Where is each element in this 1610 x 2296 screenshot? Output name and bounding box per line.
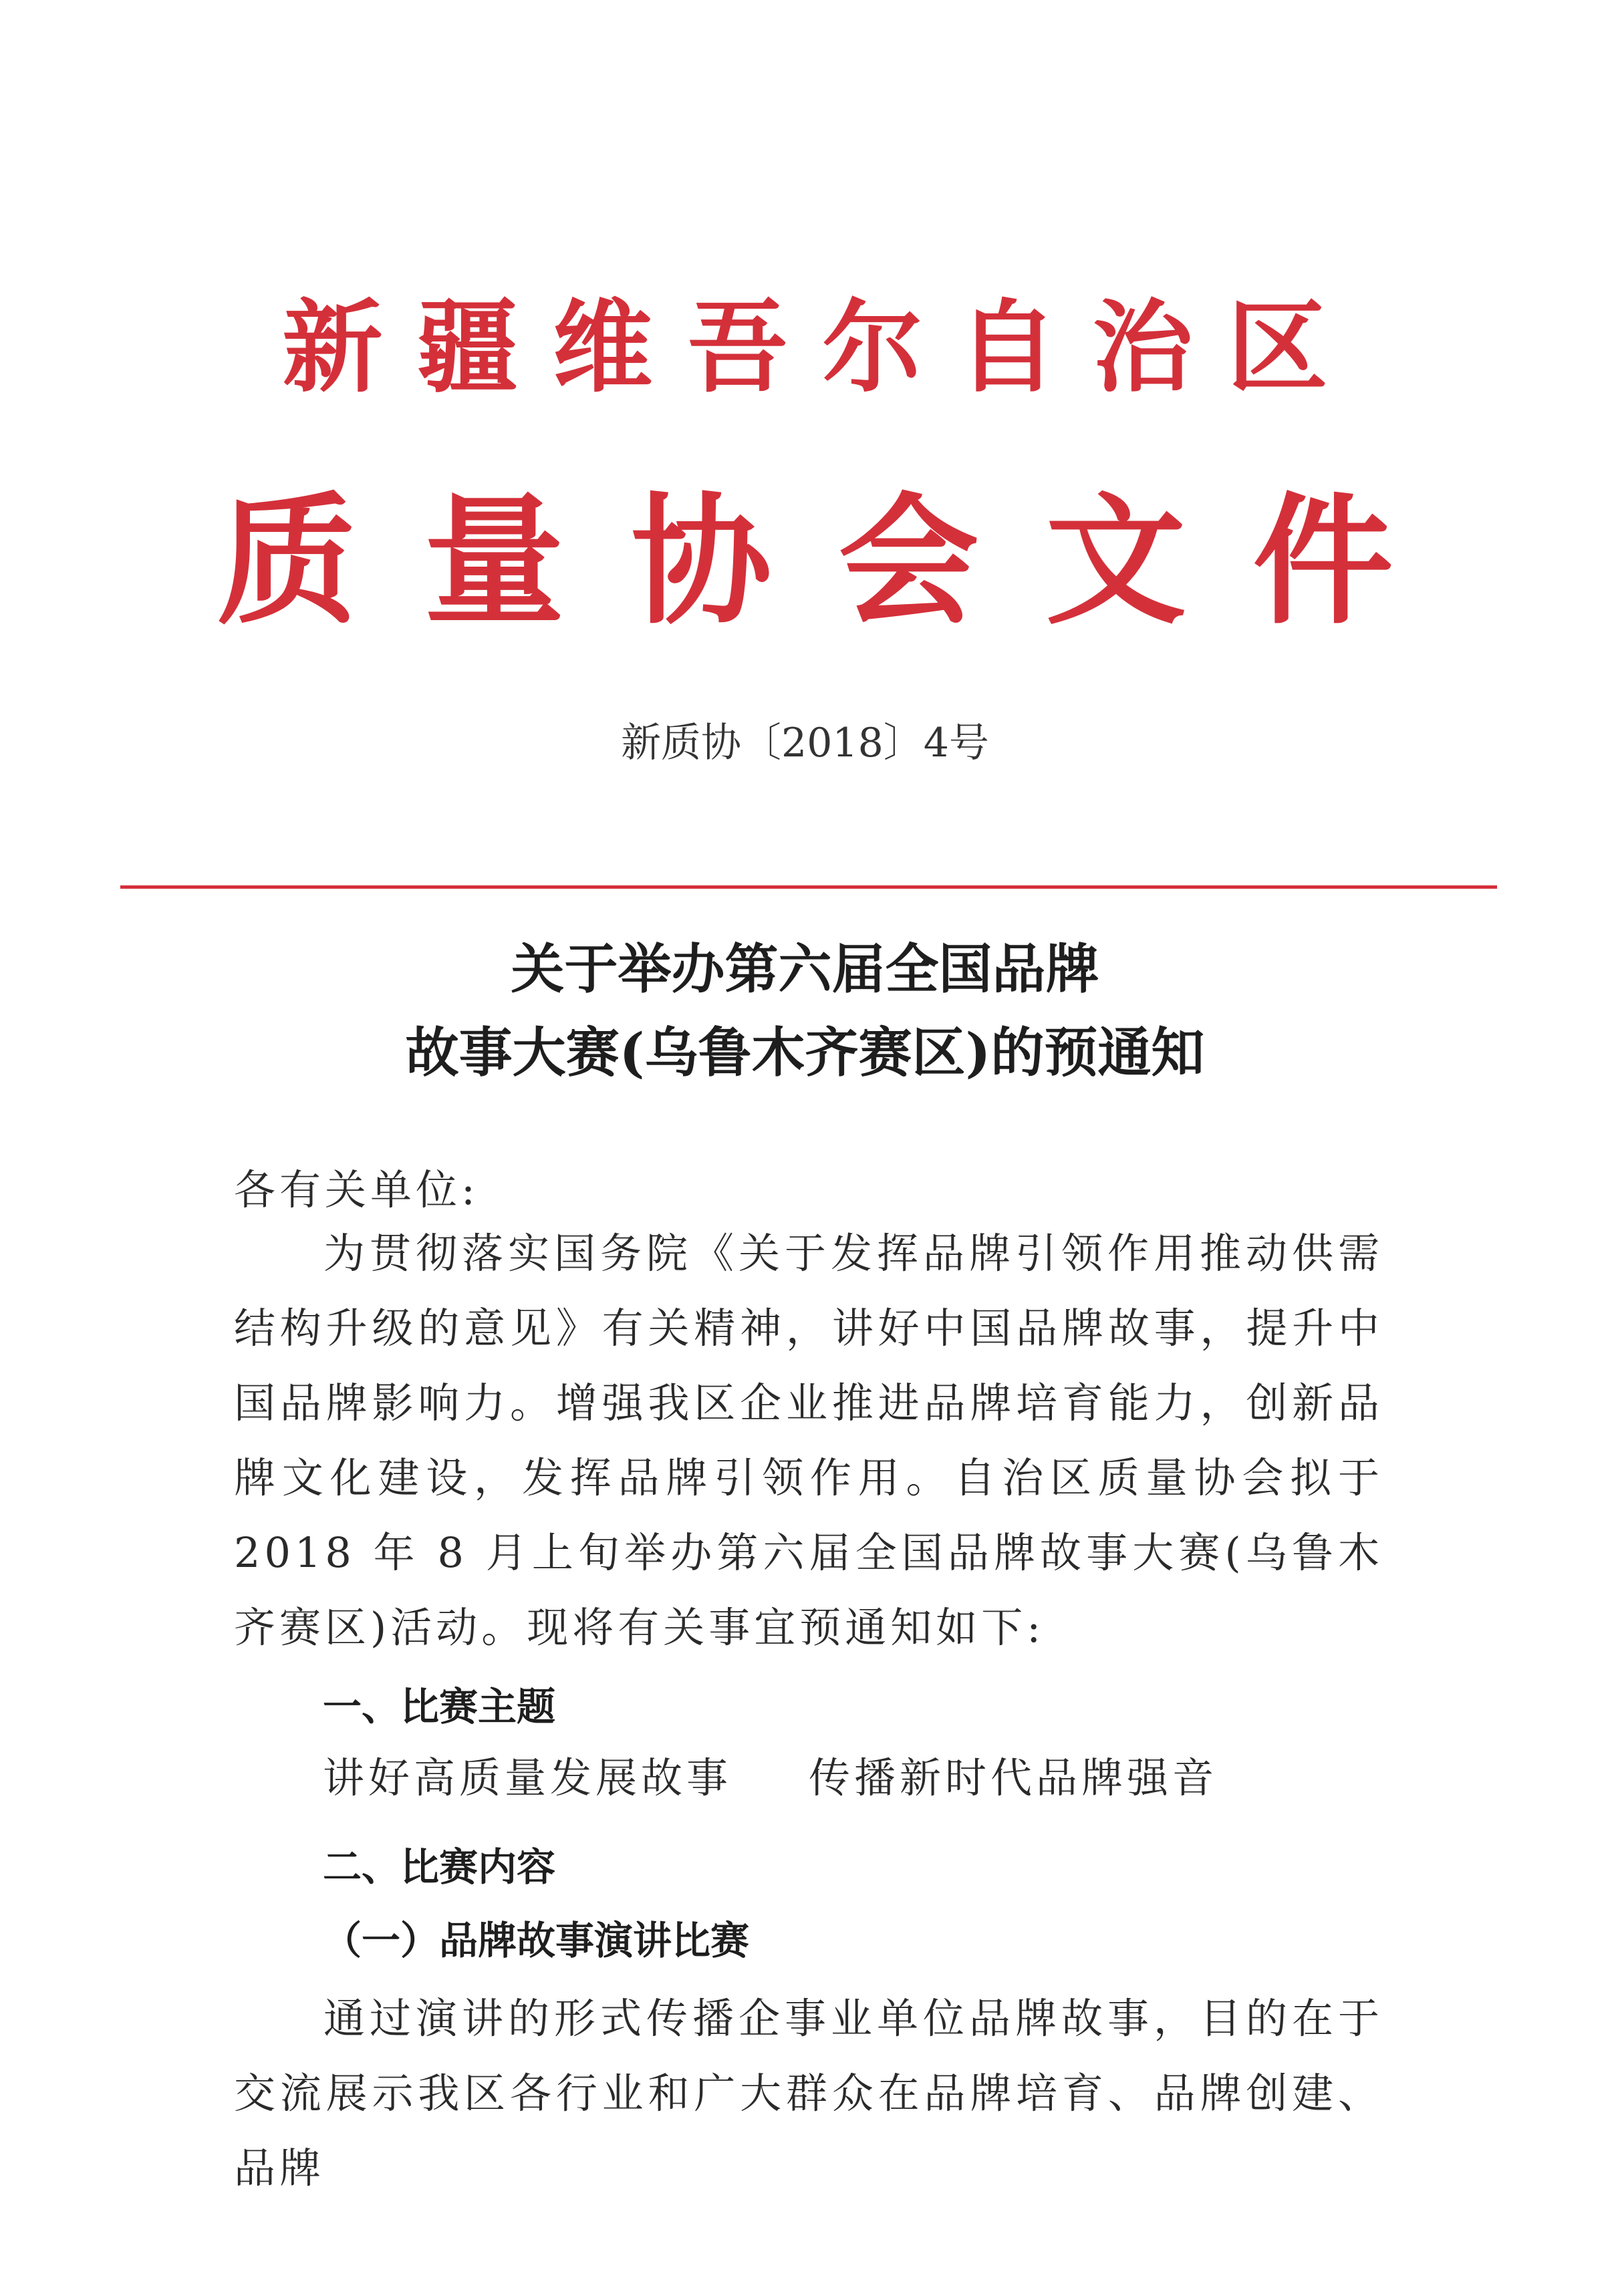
document-type-banner: 质量协会文件 (217, 478, 1460, 643)
document-title-line2: 故事大赛(乌鲁木齐赛区)的预通知 (405, 1021, 1205, 1084)
section1-heading: 一、比赛主题 (323, 1684, 556, 1729)
document-title-line1: 关于举办第六届全国品牌 (511, 938, 1099, 1000)
section2-body-paragraph: 通过演讲的形式传播企事业单位品牌故事，目的在于交流展示我区各行业和广大群众在品牌培育、品牌创建、品牌 (234, 1994, 1383, 2192)
section2-subheading: （一）品牌故事演讲比赛 (323, 1918, 750, 1963)
salutation: 各有关单位: (234, 1165, 479, 1214)
theme-slogan-1: 讲好高质量发展故事 (323, 1753, 732, 1802)
theme-slogan-2: 传播新时代品牌强音 (809, 1753, 1218, 1802)
issuer-name: 新疆维吾尔自治区 (282, 289, 1363, 406)
section2-heading: 二、比赛内容 (323, 1844, 556, 1890)
red-separator-line (120, 885, 1497, 889)
intro-paragraph: 为贯彻落实国务院《关于发挥品牌引领作用推动供需结构升级的意见》有关精神，讲好中国品牌故事，提升中国品牌影响力。增强我区企业推进品牌培育能力，创新品牌文化建设，发挥品牌引领作用。自治区质量协会拟于 2018 年 8 月上旬举办第六届全国品牌故事大赛(乌鲁木齐赛区)活动。现将有关事宜预通知如下: (234, 1229, 1383, 1652)
document-number: 新质协〔2018〕4号 (621, 720, 989, 766)
